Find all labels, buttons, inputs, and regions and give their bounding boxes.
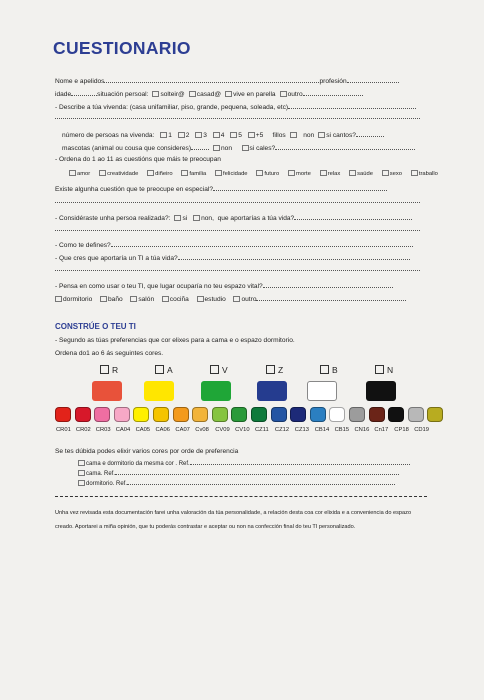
special-concern-line (55, 184, 387, 194)
ref-bed-checkbox[interactable] (78, 470, 85, 476)
color-b-option[interactable] (320, 365, 338, 375)
color-code-label: CA07 (175, 427, 190, 433)
concern-label: morte (296, 171, 311, 177)
color-code-label: CD19 (414, 427, 430, 433)
ref-bed-label: cama. Ref. (86, 471, 116, 477)
footer-line-2: creado. Aportarei a miña opinión, que tu poderás contrastar e aceptar ou non na confección final do teu TI personalizado. (55, 524, 356, 530)
ref-line (78, 468, 399, 478)
fulfilled-no-checkbox[interactable] (193, 215, 200, 221)
people-5-label: 5 (238, 132, 242, 139)
room-bano-checkbox[interactable] (100, 296, 107, 302)
ref-line (78, 458, 410, 468)
dwelling-field[interactable] (288, 102, 416, 109)
room-label: baño (108, 296, 123, 303)
age-field[interactable] (71, 89, 97, 96)
fulfilled-field[interactable] (294, 213, 412, 220)
color-swatch[interactable] (231, 407, 247, 422)
color-letter: B (332, 365, 338, 375)
color-swatch[interactable] (75, 407, 91, 422)
people-3-checkbox[interactable] (195, 132, 202, 138)
room-label: dormitorio (63, 296, 93, 303)
fulfilled-label: - Considéraste unha persoa realizada?: (55, 215, 171, 222)
couple-checkbox[interactable] (225, 91, 232, 97)
single-checkbox[interactable] (152, 91, 159, 97)
people-2-label: 2 (185, 132, 190, 139)
concern-familia-box[interactable] (181, 170, 188, 176)
name-field[interactable] (104, 76, 319, 83)
color-code-label: CB15 (334, 427, 350, 433)
rooms-line (55, 294, 406, 304)
people-5plus-checkbox[interactable] (248, 132, 255, 138)
concern-saude-box[interactable] (349, 170, 356, 176)
concern-sexo-box[interactable] (382, 170, 389, 176)
age-line (55, 89, 363, 99)
room-salon-checkbox[interactable] (130, 296, 137, 302)
concern-felicidade-box[interactable] (215, 170, 222, 176)
other-checkbox[interactable] (280, 91, 287, 97)
concern-label: futuro (264, 171, 280, 177)
concerns-list (65, 170, 438, 178)
people-5plus-label: +5 (255, 132, 264, 139)
married-checkbox[interactable] (189, 91, 196, 97)
children-no-checkbox[interactable] (318, 132, 325, 138)
other-field[interactable] (303, 89, 363, 96)
pets-yes-checkbox[interactable] (242, 145, 249, 151)
define-label: - Como te defines? (55, 242, 111, 249)
room-label: outro (241, 296, 257, 303)
color-code-label: Cn17 (374, 427, 389, 433)
color-letter: Z (278, 365, 284, 375)
people-label: número de persoas na vivenda: (62, 132, 155, 139)
fulfilled-rule[interactable] (55, 230, 420, 231)
people-1-checkbox[interactable] (160, 132, 167, 138)
children-no-label: non (303, 132, 315, 139)
dwelling-rule[interactable] (55, 118, 420, 119)
color-code-label: CN16 (354, 427, 370, 433)
ref-room-label: dormitorio. Ref. (86, 481, 128, 487)
concern-morte-box[interactable] (288, 170, 295, 176)
color-n-option[interactable] (375, 365, 393, 375)
concerns-heading: - Ordena do 1 ao 11 as cuestións que máis te preocupan (55, 156, 221, 163)
people-3-label: 3 (203, 132, 207, 139)
concern-label: felicidade (223, 171, 248, 177)
color-code-label: CZ12 (274, 427, 290, 433)
dwelling-label: - Describe a túa vivenda: (casa unifamiliar, piso, grande, pequena, soleada, etc) (55, 104, 289, 111)
contribution-line (55, 253, 410, 263)
color-swatch[interactable] (114, 407, 130, 422)
color-code-label: CA05 (135, 427, 151, 433)
color-swatch[interactable] (349, 407, 365, 422)
color-swatch[interactable] (369, 407, 385, 422)
use-field[interactable] (263, 281, 393, 288)
color-letter: N (387, 365, 394, 375)
room-label: estudio (204, 296, 226, 303)
concern-creatividade-box[interactable] (99, 170, 106, 176)
concern-relax-box[interactable] (320, 170, 327, 176)
concern-label: familia (189, 171, 207, 177)
color-code-label: CR03 (95, 427, 111, 433)
color-swatch[interactable] (55, 407, 71, 422)
people-2-checkbox[interactable] (178, 132, 185, 138)
situation-label: situación persoal: (97, 91, 149, 98)
color-code-label: CP18 (394, 427, 409, 433)
color-swatch[interactable] (173, 407, 189, 422)
color-block-yellow[interactable] (144, 381, 174, 401)
color-code-label: CZ13 (294, 427, 309, 433)
couple-label: vive en parella (233, 91, 276, 98)
room-other-field[interactable] (256, 294, 406, 301)
color-block-red[interactable] (92, 381, 122, 401)
color-n-checkbox[interactable] (375, 365, 384, 374)
people-1-label: 1 (168, 132, 172, 139)
contribution-label: - Que cres que aportaría un TI a túa vida? (55, 255, 178, 262)
section-intro-2: Ordena do1 ao 6 ás seguintes cores. (55, 350, 164, 357)
concern-label: saúde (357, 171, 373, 177)
children-count-label: si cantos? (326, 132, 356, 139)
section-intro-1: - Segundo as túas preferencias que cor elixes para a cama e o espazo dormitorio. (55, 337, 295, 344)
room-label: cociña (169, 296, 189, 303)
color-swatch[interactable] (212, 407, 228, 422)
ref-same-label: cama e dormitorio da mesma cor . Ref. (86, 461, 190, 467)
color-swatch[interactable] (251, 407, 267, 422)
color-swatch[interactable] (408, 407, 424, 422)
special-concern-field[interactable] (213, 184, 387, 191)
color-code-label: CB14 (314, 427, 330, 433)
married-label: casad@ (196, 91, 222, 98)
color-swatch[interactable] (133, 407, 149, 422)
color-swatch[interactable] (271, 407, 287, 422)
color-swatch[interactable] (388, 407, 404, 422)
color-r-checkbox[interactable] (100, 365, 109, 374)
fulfilled-yes-label: si (182, 215, 188, 222)
color-r-option[interactable] (100, 365, 118, 375)
fulfilled-no-label: non, (201, 215, 214, 222)
children-checkbox[interactable] (290, 132, 297, 138)
ref-same-field[interactable] (190, 458, 410, 465)
pets-dots (191, 143, 209, 150)
color-code-label: CR02 (75, 427, 91, 433)
age-label: idade (55, 91, 72, 98)
color-swatch[interactable] (153, 407, 169, 422)
people-4-label: 4 (220, 132, 225, 139)
color-swatch[interactable] (427, 407, 443, 422)
ref-line (78, 478, 395, 488)
color-code-label: CR01 (56, 427, 71, 433)
color-swatch[interactable] (310, 407, 326, 422)
name-line (55, 76, 399, 86)
special-concern-rule[interactable] (55, 202, 420, 203)
color-block-white[interactable] (307, 381, 337, 401)
color-code-label: CZ11 (255, 427, 269, 433)
pets-no-checkbox[interactable] (213, 145, 220, 151)
use-line (55, 281, 393, 291)
define-field[interactable] (111, 240, 413, 247)
color-code-label: CA04 (115, 427, 131, 433)
fulfilled-yes-checkbox[interactable] (174, 215, 181, 221)
room-label: salón (138, 296, 155, 303)
concern-label: amor (77, 171, 91, 177)
color-swatch[interactable] (290, 407, 306, 422)
single-label: solteir@ (160, 91, 185, 98)
pets-label: mascotas (animal ou cousa que consideres) (62, 145, 192, 152)
color-a-checkbox[interactable] (155, 365, 164, 374)
children-count-field[interactable] (356, 130, 384, 137)
other-label: outro (287, 91, 303, 98)
special-concern-label: Existe algunha cuestión que te preocupe en especial? (55, 186, 213, 193)
concern-label: relax (327, 171, 341, 177)
color-v-option[interactable] (210, 365, 228, 375)
ref-room-checkbox[interactable] (78, 480, 85, 486)
profession-field[interactable] (347, 76, 399, 83)
room-dormitorio-checkbox[interactable] (55, 296, 62, 302)
doubt-heading: Se tes dúbida podes elixir varios cores por orde de preferencia (55, 448, 239, 455)
contribution-rule[interactable] (55, 270, 420, 271)
pets-which-field[interactable] (275, 143, 415, 150)
color-block-green[interactable] (201, 381, 231, 401)
fulfilled-line (55, 213, 412, 223)
profession-label: profesión (319, 78, 347, 85)
concern-traballo-box[interactable] (411, 170, 418, 176)
concern-label: creatividade (107, 171, 139, 177)
color-swatch[interactable] (94, 407, 110, 422)
color-block-blue[interactable] (257, 381, 287, 401)
ref-bed-field[interactable] (115, 468, 399, 475)
pets-line (62, 143, 415, 153)
color-z-option[interactable] (266, 365, 283, 375)
define-line (55, 240, 413, 250)
concern-dineiro-box[interactable] (147, 170, 154, 176)
section-title: CONSTRÚE O TEU TI (55, 322, 136, 331)
color-swatch[interactable] (192, 407, 208, 422)
color-code-label: CV10 (235, 427, 250, 433)
color-v-checkbox[interactable] (210, 365, 219, 374)
contribution-field[interactable] (178, 253, 410, 260)
color-code-label: CA06 (155, 427, 171, 433)
room-cocina-checkbox[interactable] (162, 296, 169, 302)
use-label: - Pensa en como usar o teu TI, que lugar ocuparía no teu espazo vital? (55, 283, 263, 290)
room-estudio-checkbox[interactable] (197, 296, 204, 302)
color-code-label: Cv08 (195, 427, 209, 433)
ref-room-field[interactable] (127, 478, 395, 485)
color-a-option[interactable] (155, 365, 173, 375)
color-z-checkbox[interactable] (266, 365, 275, 374)
children-label: fillos (272, 132, 286, 139)
color-letter: R (112, 365, 119, 375)
name-label: Nome e apelidos (55, 78, 105, 85)
concern-amor-box[interactable] (69, 170, 76, 176)
footer-line-1: Unha vez revisada esta documentación farei unha valoración da túa personalidade, a relación desta coa cor elixida e a conveniencia do espazo (55, 510, 412, 516)
people-line (62, 130, 384, 140)
color-code-label: CV09 (215, 427, 230, 433)
dwelling-line (55, 102, 416, 112)
room-outro-checkbox[interactable] (233, 296, 240, 302)
people-4-checkbox[interactable] (213, 132, 220, 138)
people-5-checkbox[interactable] (230, 132, 237, 138)
concern-label: traballo (418, 171, 438, 177)
concern-futuro-box[interactable] (256, 170, 263, 176)
page-title: CUESTIONARIO (53, 38, 191, 58)
color-letter: A (167, 365, 173, 375)
pets-no-label: non (221, 145, 233, 152)
concern-label: diñeiro (155, 171, 173, 177)
color-swatch[interactable] (329, 407, 345, 422)
color-b-checkbox[interactable] (320, 365, 329, 374)
concern-label: sexo (389, 171, 403, 177)
pets-which-label: si cales? (249, 145, 276, 152)
color-block-black[interactable] (366, 381, 396, 401)
fulfilled-question: que aportarías a túa vida? (217, 215, 295, 222)
color-letter: V (222, 365, 228, 375)
ref-same-checkbox[interactable] (78, 460, 85, 466)
separator (55, 496, 427, 497)
